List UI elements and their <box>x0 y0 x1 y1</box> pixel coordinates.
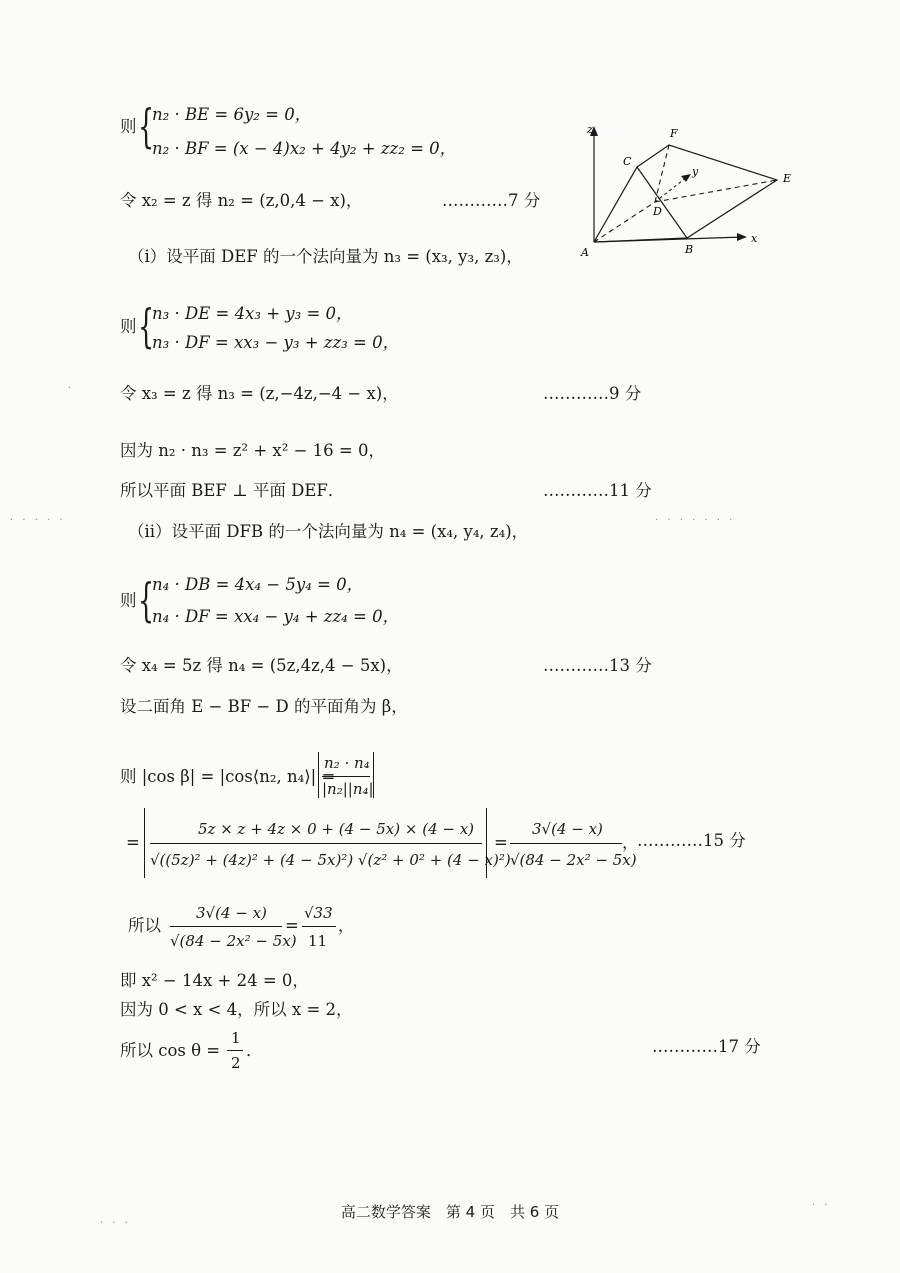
cos-beta-prefix: 则 |cos β| = |cos⟨n₂, n₄⟩| = <box>120 767 336 786</box>
set-x3-line: 令 x₃ = z 得 n₃ = (z,−4z,−4 − x)， <box>120 384 399 403</box>
score-9: …………9 分 <box>543 384 642 403</box>
cos-theta-prefix: 所以 cos θ = <box>120 1041 221 1060</box>
left-brace-3: { <box>138 573 155 627</box>
dashed-de <box>655 180 777 202</box>
equation-n4-df: n₄ · DF = xx₄ − y₄ + zz₄ = 0， <box>152 607 400 626</box>
simplified-denominator: √(84 − 2x² − 5x) <box>510 851 637 869</box>
system-prefix: 则 <box>120 117 137 136</box>
big-fraction-numerator: 5z × z + 4z × 0 + (4 − 5x) × (4 − x) <box>198 820 475 838</box>
equation-lhs-denominator: √(84 − 2x² − 5x) <box>170 932 297 950</box>
score-15: …………15 分 <box>637 831 746 850</box>
system-prefix-3: 则 <box>120 591 137 610</box>
equation-n3-de: n₃ · DE = 4x₃ + y₃ = 0， <box>152 304 353 323</box>
page-footer: 高二数学答案 第 4 页 共 6 页 <box>340 1203 560 1221</box>
equation-n2-bf: n₂ · BF = (x − 4)x₂ + 4y₂ + zz₂ = 0， <box>152 139 457 158</box>
dashed-ad <box>594 202 655 242</box>
score-11: …………11 分 <box>543 481 652 500</box>
score-17: …………17 分 <box>652 1037 761 1056</box>
equation-n4-db: n₄ · DB = 4x₄ − 5y₄ = 0， <box>152 575 364 594</box>
perpendicular-conclusion: 所以平面 BEF ⊥ 平面 DEF． <box>120 481 345 500</box>
label-y: y <box>692 165 699 178</box>
y-arrow-icon <box>681 174 691 182</box>
label-d: D <box>653 205 662 218</box>
plane-dfb-normal-line: （ⅱ）设平面 DFB 的一个法向量为 n₄ = (x₄, y₄, z₄)， <box>128 522 529 541</box>
label-z: z <box>587 123 593 136</box>
dihedral-angle-line: 设二面角 E − BF − D 的平面角为 β， <box>120 697 408 716</box>
equation-rhs-denominator: 11 <box>308 932 328 950</box>
so-prefix: 所以 <box>128 916 161 935</box>
label-x: x <box>751 232 758 245</box>
quadratic-line: 即 x² − 14x + 24 = 0， <box>120 971 309 990</box>
x-arrow-icon <box>737 233 747 241</box>
label-b: B <box>685 243 694 256</box>
label-f: F <box>670 127 678 140</box>
left-brace: { <box>138 99 155 153</box>
set-x4-line: 令 x₄ = 5z 得 n₄ = (5z,4z,4 − 5x)， <box>120 656 403 675</box>
label-a: A <box>581 246 589 259</box>
big-fraction-denominator: √((5z)² + (4z)² + (4 − 5x)²) √(z² + 0² + (4 − x)²) <box>150 851 511 869</box>
edge-cb <box>637 167 687 238</box>
system-prefix-2: 则 <box>120 317 137 336</box>
cos-theta-numerator: 1 <box>231 1029 241 1047</box>
set-x2-line: 令 x₂ = z 得 n₂ = (z,0,4 − x)， <box>120 191 363 210</box>
label-e: E <box>783 172 792 185</box>
equation-lhs-numerator: 3√(4 − x) <box>196 904 267 922</box>
label-c: C <box>623 155 632 168</box>
plane-def-normal-line: （ⅰ）设平面 DEF 的一个法向量为 n₃ = (x₃, y₃, z₃)， <box>128 247 523 266</box>
cos-beta-numerator: n₂ · n₄ <box>324 754 370 772</box>
equation-n2-be: n₂ · BE = 6y₂ = 0， <box>152 105 312 124</box>
geometry-figure <box>575 120 805 265</box>
solid-outline <box>594 145 777 242</box>
dot-product-line: 因为 n₂ · n₃ = z² + x² − 16 = 0， <box>120 441 385 460</box>
cos-theta-denominator: 2 <box>231 1054 241 1072</box>
equation-n3-df: n₃ · DF = xx₃ − y₃ + zz₃ = 0， <box>152 333 400 352</box>
score-7: …………7 分 <box>442 191 541 210</box>
equation-rhs-numerator: √33 <box>304 904 333 922</box>
range-line: 因为 0 < x < 4，所以 x = 2， <box>120 1000 353 1019</box>
simplified-numerator: 3√(4 − x) <box>532 820 603 838</box>
cos-beta-denominator: |n₂||n₄| <box>322 780 374 798</box>
score-13: …………13 分 <box>543 656 652 675</box>
left-brace-2: { <box>138 299 155 353</box>
